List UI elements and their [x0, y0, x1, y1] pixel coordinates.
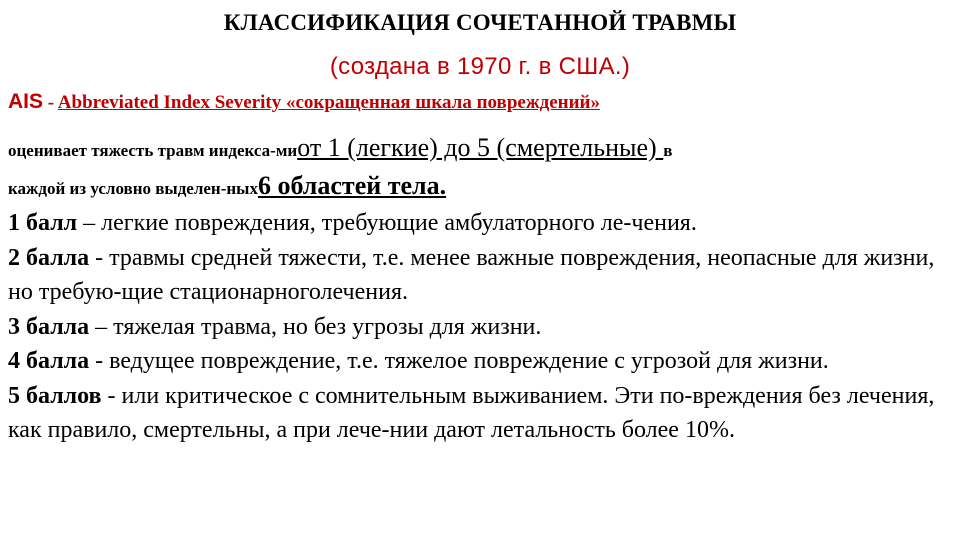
- ais-separator: -: [43, 92, 58, 113]
- grade-label: 5 баллов: [8, 382, 102, 409]
- evaluation-range: от 1 (легкие) до 5 (смертельные): [297, 133, 664, 162]
- grade-text: - травмы средней тяжести, т.е. менее важные повреждения, неопасные для жизни, но требую-щие стационарноголечения.: [8, 244, 935, 305]
- slide-title: КЛАССИФИКАЦИЯ СОЧЕТАННОЙ ТРАВМЫ: [223, 10, 737, 35]
- ais-definition: [8, 90, 600, 114]
- grade-label: 2 балла: [8, 244, 90, 271]
- regions-lead: каждой из условно выделен-ных: [8, 179, 258, 198]
- grade-label: 3 балла: [8, 313, 90, 340]
- evaluation-tail: в: [663, 141, 673, 160]
- slide-subtitle: (создана в 1970 г. в США.): [329, 53, 631, 80]
- regions-count: 6 областей тела.: [257, 171, 447, 200]
- grade-item: [8, 241, 953, 310]
- regions-line: [8, 171, 446, 201]
- grade-text: – тяжелая травма, но без угрозы для жизни.: [89, 313, 542, 340]
- grade-item: [8, 379, 953, 448]
- grade-list: [8, 206, 953, 448]
- ais-description: Abbreviated Index Severity «сокращенная шкала повреждений»: [57, 92, 600, 113]
- grade-text: - ведущее повреждение, т.е. тяжелое повреждение с угрозой для жизни.: [89, 348, 829, 374]
- grade-item: [8, 344, 953, 379]
- grade-text: – легкие повреждения, требующие амбулаторного ле-чения.: [77, 210, 697, 236]
- grade-item: [8, 206, 953, 241]
- ais-abbreviation: AIS: [8, 90, 44, 113]
- evaluation-line: [8, 133, 672, 163]
- evaluation-lead: оценивает тяжесть травм индекса-ми: [8, 141, 298, 160]
- grade-label: 1 балл: [8, 210, 78, 236]
- grade-item: [8, 310, 953, 345]
- grade-text: - или критическое с сомнительным выживанием. Эти по-вреждения без лечения, как правило, смертельны, а при лече-нии дают летальность более 10%.: [8, 382, 935, 443]
- grade-label: 4 балла: [8, 348, 90, 374]
